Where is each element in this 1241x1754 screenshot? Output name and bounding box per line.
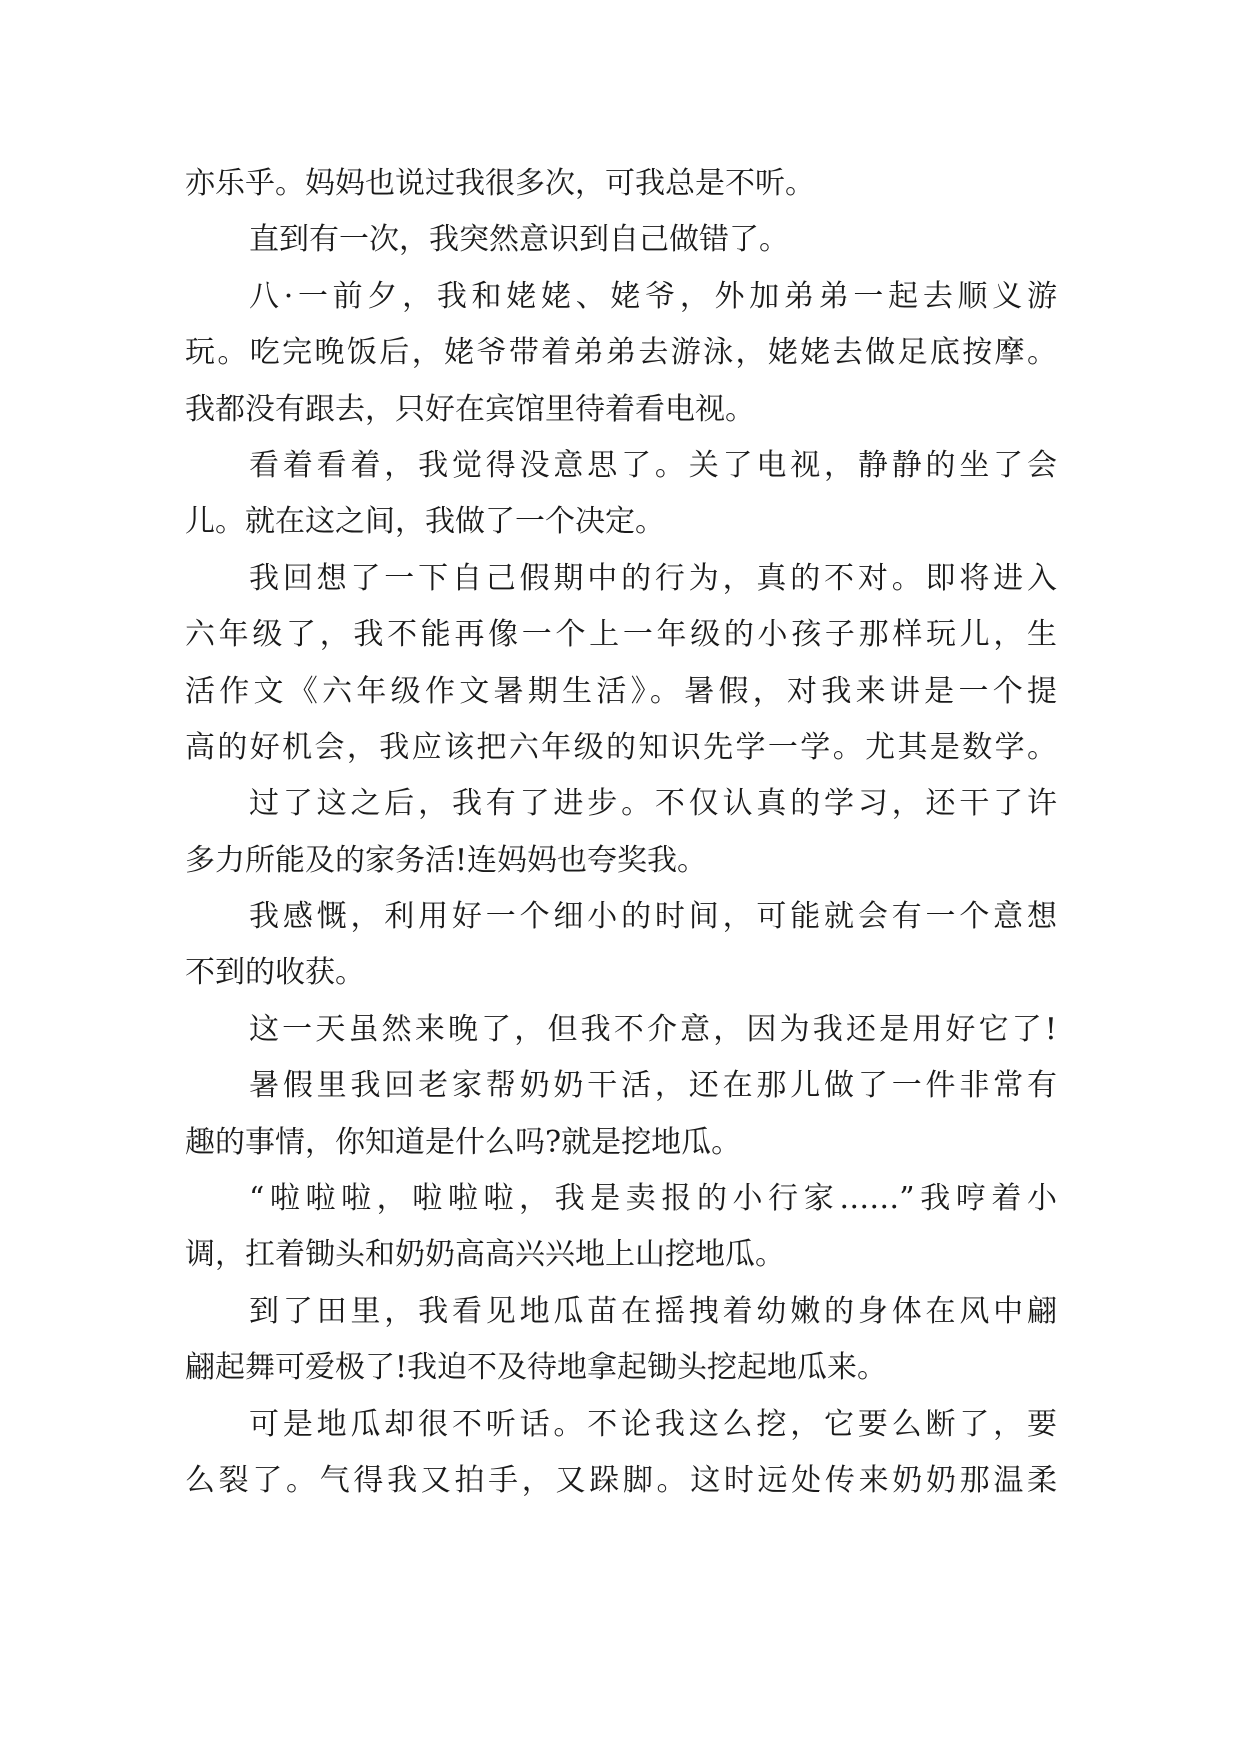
- text-line: 六年级了，我不能再像一个上一年级的小孩子那样玩儿，生: [185, 617, 1057, 653]
- text-line: 调，扛着锄头和奶奶高高兴兴地上山挖地瓜。: [185, 1237, 785, 1273]
- text-line: 不到的收获。: [185, 955, 365, 991]
- text-line: 我感慨，利用好一个细小的时间，可能就会有一个意想: [249, 899, 1057, 935]
- text-line: 儿。就在这之间，我做了一个决定。: [185, 504, 665, 540]
- text-line: 活作文《六年级作文暑期生活》。暑假，对我来讲是一个提: [185, 673, 1057, 709]
- text-line: “啦啦啦，啦啦啦，我是卖报的小行家……”我哼着小: [249, 1181, 1057, 1217]
- text-line: 八·一前夕，我和姥姥、姥爷，外加弟弟一起去顺义游: [249, 278, 1057, 314]
- document-body: [185, 156, 1057, 1509]
- text-line: 么裂了。气得我又拍手，又跺脚。这时远处传来奶奶那温柔: [185, 1462, 1057, 1498]
- text-line: 这一天虽然来晚了，但我不介意，因为我还是用好它了!: [249, 1011, 1057, 1047]
- text-line: 过了这之后，我有了进步。不仅认真的学习，还干了许: [249, 786, 1057, 822]
- text-line: 直到有一次，我突然意识到自己做错了。: [249, 222, 789, 258]
- text-line: 我都没有跟去，只好在宾馆里待着看电视。: [185, 391, 755, 427]
- text-line: 高的好机会，我应该把六年级的知识先学一学。尤其是数学。: [185, 729, 1057, 765]
- text-line: 翩起舞可爱极了!我迫不及待地拿起锄头挖起地瓜来。: [185, 1350, 888, 1386]
- text-line: 看着看着，我觉得没意思了。关了电视，静静的坐了会: [249, 447, 1057, 483]
- text-line: 暑假里我回老家帮奶奶干活，还在那儿做了一件非常有: [249, 1068, 1057, 1104]
- text-line: 我回想了一下自己假期中的行为，真的不对。即将进入: [249, 560, 1057, 596]
- text-line: 多力所能及的家务活!连妈妈也夸奖我。: [185, 842, 708, 878]
- text-line: 到了田里，我看见地瓜苗在摇拽着幼嫩的身体在风中翩: [249, 1293, 1057, 1329]
- text-line: 可是地瓜却很不听话。不论我这么挖，它要么断了，要: [249, 1406, 1057, 1442]
- text-line: 趣的事情，你知道是什么吗?就是挖地瓜。: [185, 1124, 742, 1160]
- text-line: 玩。吃完晚饭后，姥爷带着弟弟去游泳，姥姥去做足底按摩。: [185, 335, 1057, 371]
- text-line: 亦乐乎。妈妈也说过我很多次，可我总是不听。: [185, 166, 815, 201]
